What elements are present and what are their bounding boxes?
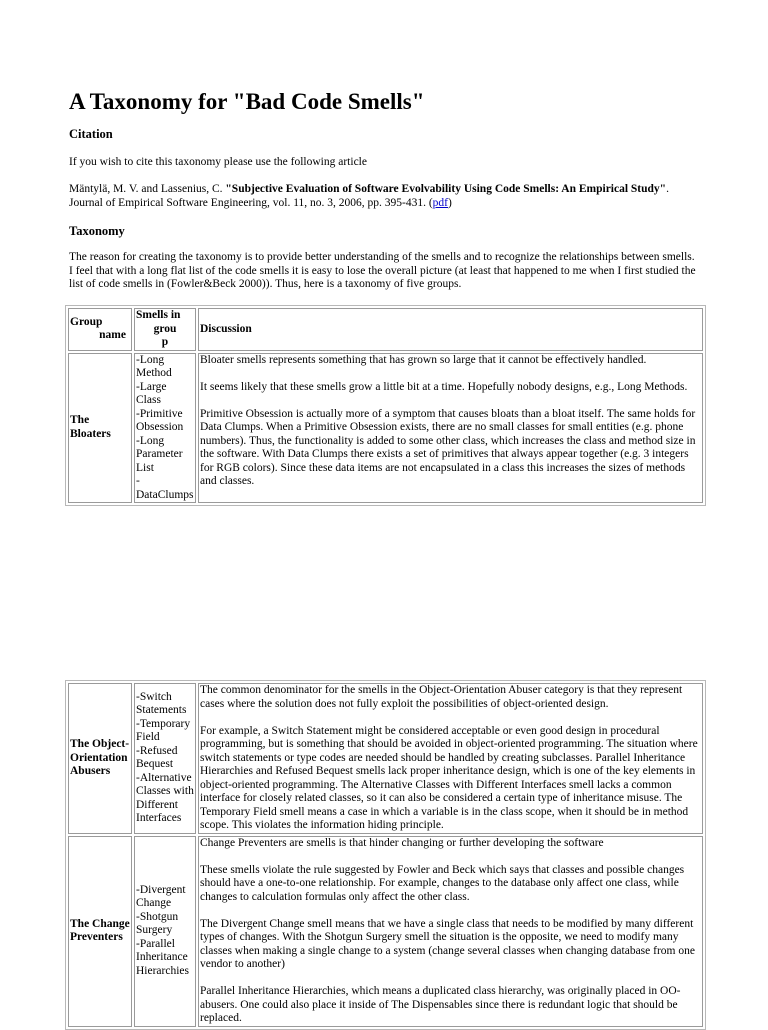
taxonomy-intro: The reason for creating the taxonomy is to provide better understanding of the smells and to recognize the relationships between smells. I feel that with a long flat list of the code smells it is easy to lose the overall picture (at least that happened to me when I first studied the list of code smells in (Fowler&Beck 2000)). Thus, here is a taxonomy of five groups. xyxy=(69,251,696,290)
smell-item: -Switch Statements xyxy=(136,690,187,717)
smell-item: -Divergent Change xyxy=(136,883,186,910)
discussion-paragraph: The common denominator for the smells in the Object-Orientation Abuser category is that they represent cases where the solution does not fully exploit the possibilities of object-oriented design. xyxy=(200,684,683,710)
group-name: The Change Preventers xyxy=(68,836,132,1027)
citation-article-title: "Subjective Evaluation of Software Evolvability Using Code Smells: An Empirical Study" xyxy=(225,183,667,195)
smell-item: -Parallel Inheritance Hierarchies xyxy=(136,937,189,977)
discussion-paragraph: These smells violate the rule suggested by Fowler and Beck which says that classes and possible changes should have a one-to-one relationship. For example, changes to the database only affect one class, while changes to calculation formulas only affect the other class. xyxy=(200,863,685,903)
table-row xyxy=(68,353,703,504)
discussion-paragraph: Change Preventers are smells is that hinder changing or further developing the software xyxy=(200,836,604,849)
smells-list xyxy=(134,836,196,1027)
table-row xyxy=(68,836,703,1027)
discussion-paragraph: Primitive Obsession is actually more of a symptom that causes bloats than a bloat itself. The same holds for Data Clumps. When a Primitive Obsession exists, there are no small classes for small entities (e.g. phone numbers). Thus, the functionality is added to some other class, which increases the class and method size in the software. With Data Clumps there exists a set of primitives that always appear together (e.g. 3 integers for RGB colors). Since these data items are not encapsulated in a class this increases the sizes of methods and classes. xyxy=(200,407,696,487)
discussion-cell xyxy=(198,683,703,834)
table-header-row xyxy=(68,308,703,351)
smells-list xyxy=(134,683,196,834)
header-discussion: Discussion xyxy=(198,308,703,351)
smell-item: -Large Class xyxy=(136,380,167,406)
smell-item: -Refused Bequest xyxy=(136,744,178,771)
discussion-cell xyxy=(198,836,703,1027)
citation-intro: If you wish to cite this taxonomy please use the following article xyxy=(69,156,367,168)
group-name: The Object-Orientation Abusers xyxy=(68,683,132,834)
pdf-link[interactable]: pdf xyxy=(432,196,449,209)
smell-item: -DataClumps xyxy=(136,475,194,501)
smells-list xyxy=(134,353,196,504)
discussion-paragraph: The Divergent Change smell means that we have a single class that needs to be modified by many different types of changes. With the Shotgun Surgery smell the situation is the opposite, we need to modify many classes when making a single change to a system (change several classes when changing database from one vendor to another) xyxy=(200,917,695,970)
smell-item: -Long Method xyxy=(136,353,172,379)
discussion-paragraph: Bloater smells represents something that has grown so large that it cannot be effectively handled. xyxy=(200,353,647,366)
discussion-paragraph: Parallel Inheritance Hierarchies, which means a duplicated class hierarchy, was originally placed in OO-abusers. One could also place it inside of The Dispensables since there is redundant logic that should be replaced. xyxy=(200,985,681,1024)
group-name: The Bloaters xyxy=(68,353,132,504)
discussion-paragraph: It seems likely that these smells grow a little bit at a time. Hopefully nobody designs, e.g., Long Methods. xyxy=(200,380,688,393)
citation-heading: Citation xyxy=(69,127,113,141)
smell-item: -Primitive Obsession xyxy=(136,407,184,433)
citation-close-paren: ) xyxy=(448,196,452,209)
page-title: A Taxonomy for "Bad Code Smells" xyxy=(69,89,425,114)
discussion-paragraph: For example, a Switch Statement might be considered acceptable or even good design in procedural programming, but is something that should be avoided in object-oriented programming. The situation where switch statements or type codes are needed should be handled by creating subclasses. Parallel Inheritance Hierarchies and Refused Bequest smells lack proper inheritance design, which is one of the key elements in object-oriented programming. The Alternative Classes with Different Interfaces smell lacks a common interface for closely related classes, so it can also be considered a certain type of inheritance misuse. The Temporary Field smell means a case in which a variable is in the class scope, when it should be in method scope. This violates the information hiding principle. xyxy=(200,724,698,831)
smell-item: -Long Parameter List xyxy=(136,434,183,474)
citation-reference xyxy=(69,183,701,210)
discussion-cell xyxy=(198,353,703,504)
taxonomy-table-part-1 xyxy=(65,305,706,506)
smell-item: -Alternative Classes with Different Interfaces xyxy=(136,771,194,825)
taxonomy-table-part-2 xyxy=(65,680,706,1030)
smell-item: -Shotgun Surgery xyxy=(136,910,179,937)
citation-journal: . Journal of Empirical Software Engineering, vol. 11, no. 3, 2006, pp. 395-431. ( xyxy=(69,183,669,209)
smell-item: -Temporary Field xyxy=(136,717,191,744)
header-smells-in-group: Smells in grou p xyxy=(134,308,196,351)
header-group-name: Group name xyxy=(68,308,132,351)
taxonomy-heading: Taxonomy xyxy=(69,224,125,238)
table-row xyxy=(68,683,703,834)
citation-authors: Mäntylä, M. V. and Lassenius, C. xyxy=(69,183,223,195)
